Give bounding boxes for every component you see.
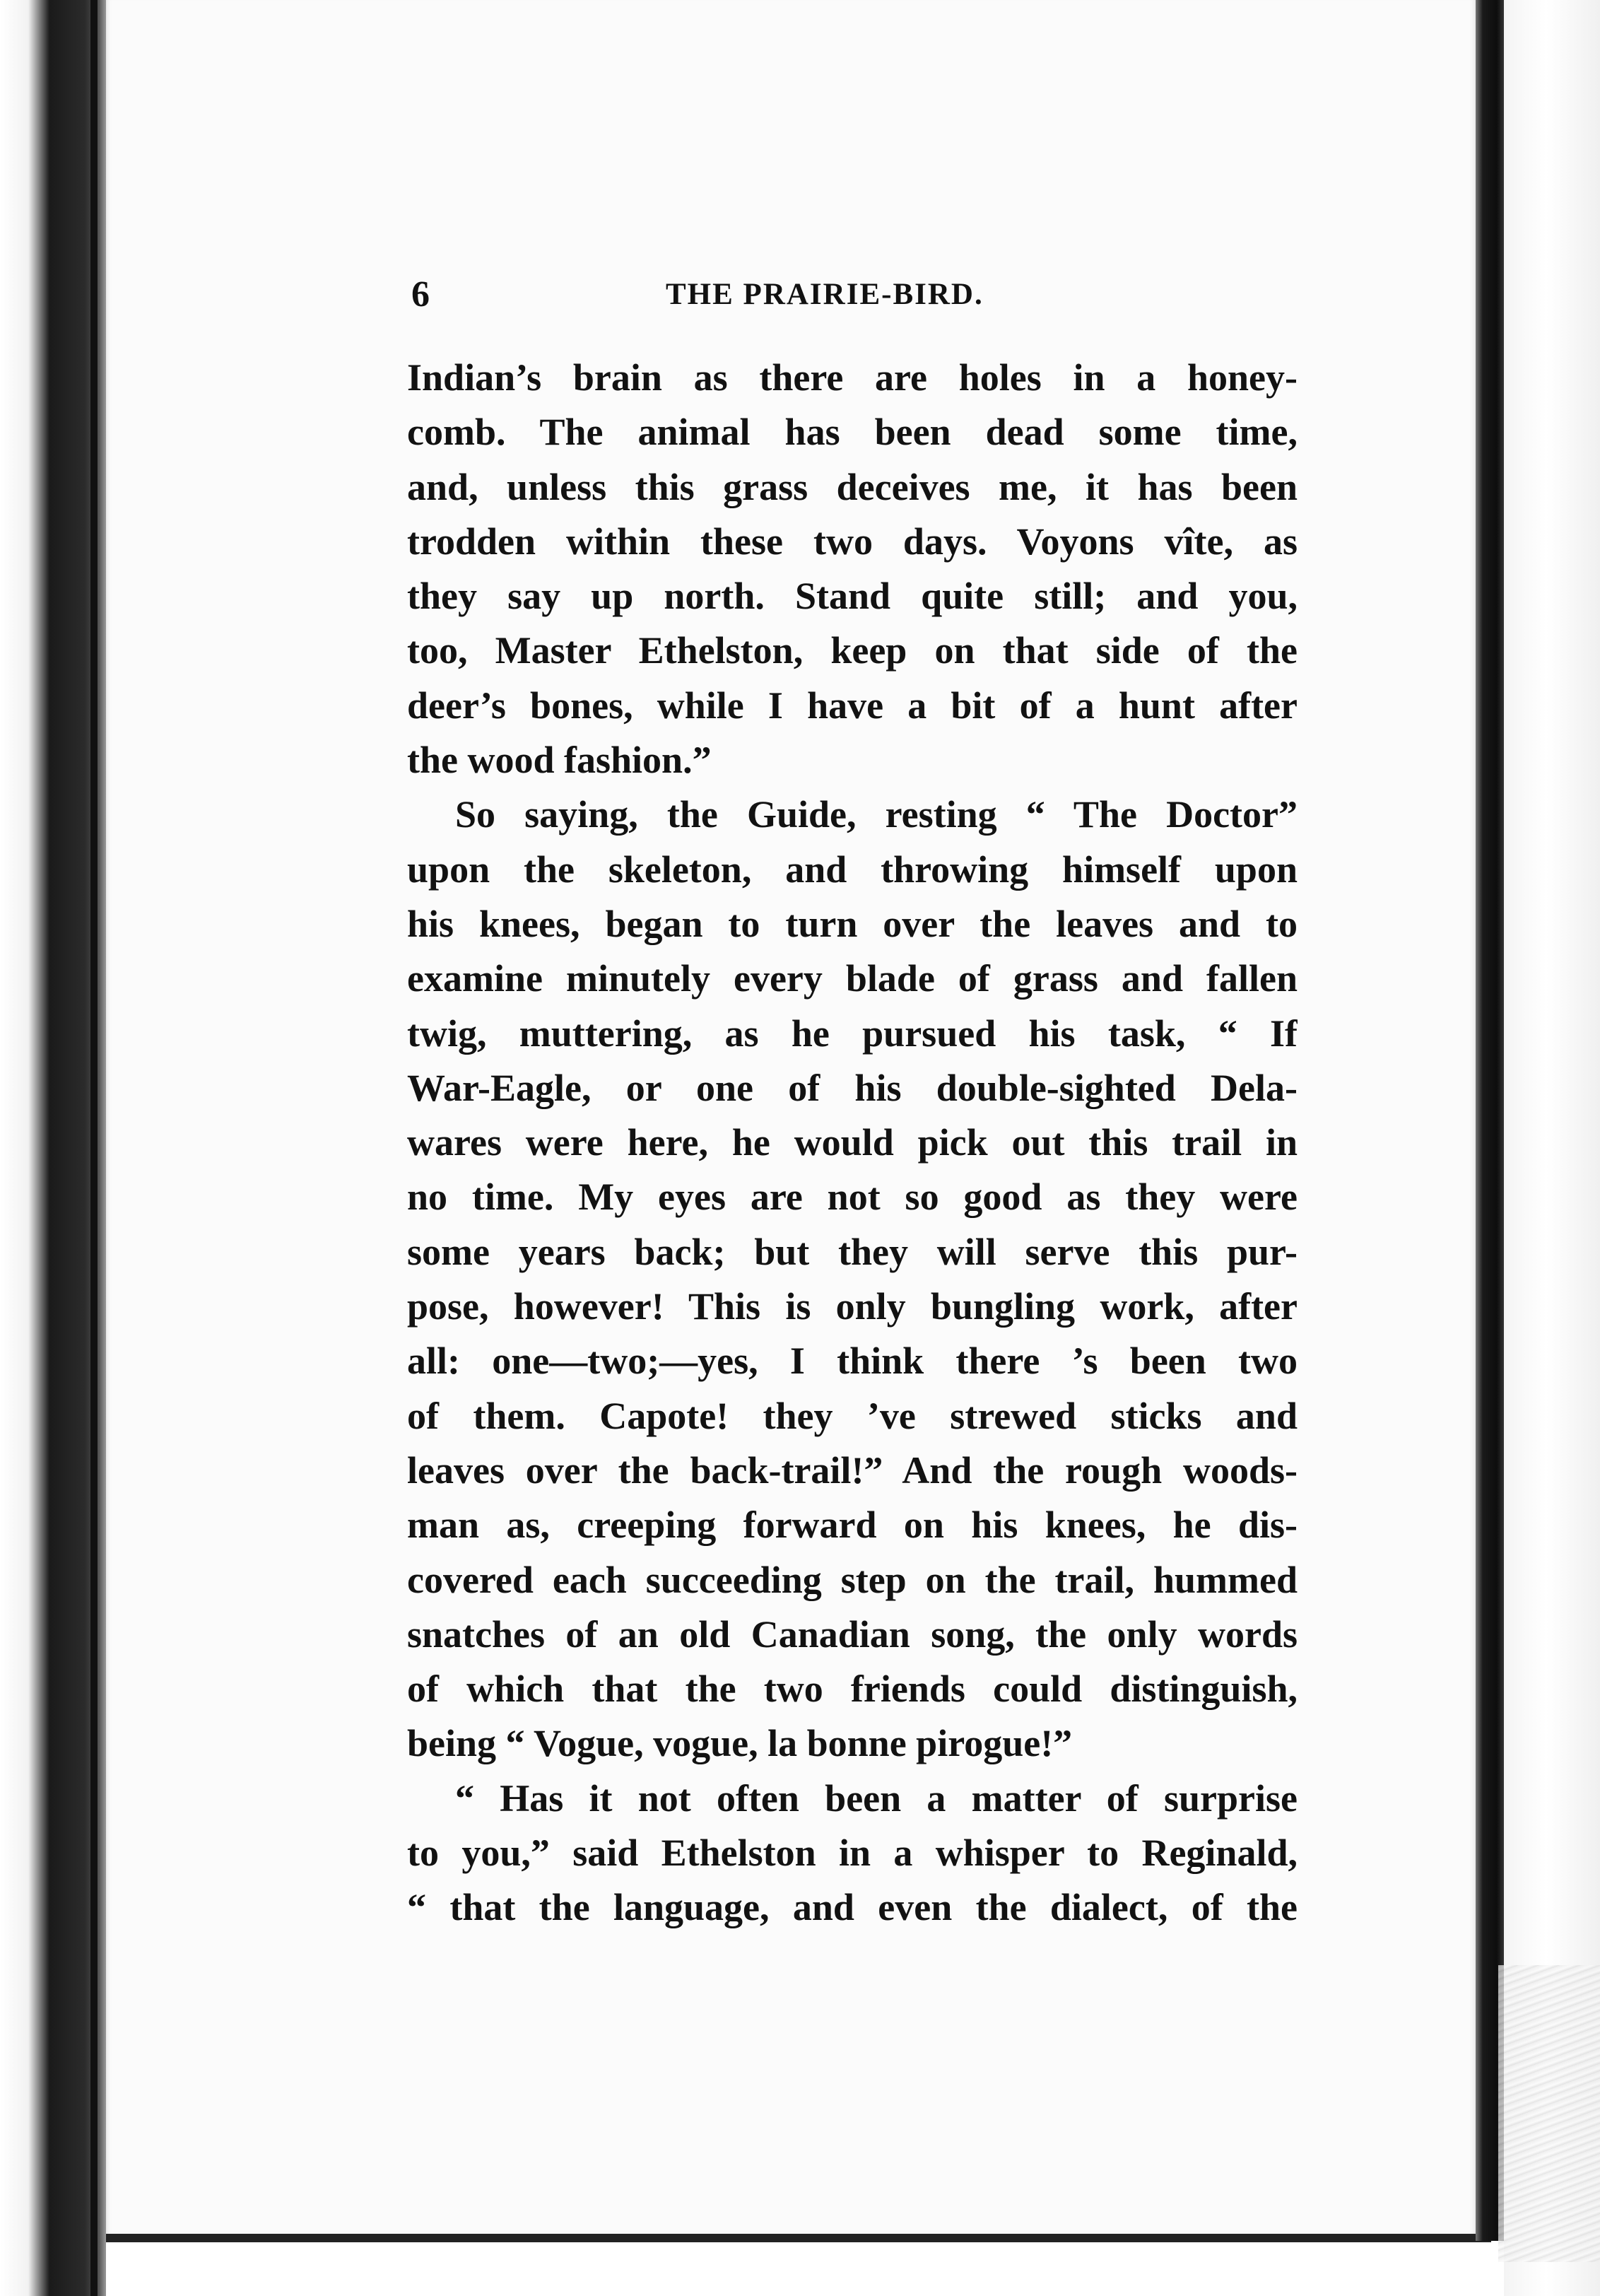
text-line: of which that the two friends could distinguish, [407,1668,1298,1711]
text-line: all: one—two;—yes, I think there ’s been two [407,1340,1298,1383]
page-header [411,270,1295,327]
text-line: Indian’s brain as there are holes in a honey- [407,356,1298,399]
body-text [407,351,1298,1935]
text-line: War-Eagle, or one of his double-sighted Dela- [407,1066,1298,1109]
text-line: deer’s bones, while I have a bit of a hunt after [407,684,1298,727]
text-line: to you,” said Ethelston in a whisper to Reginald, [407,1832,1298,1875]
text-line: covered each succeeding step on the trail, hummed [407,1558,1298,1601]
page-number: 6 [411,274,430,315]
text-line: man as, creeping forward on his knees, he dis- [407,1504,1298,1547]
text-line: and, unless this grass deceives me, it has been [407,465,1298,508]
text-line: some years back; but they will serve this pur- [407,1230,1298,1273]
text-line: trodden within these two days. Voyons vîte, as [407,520,1298,563]
text-line: his knees, began to turn over the leaves and to [407,902,1298,945]
text-line: snatches of an old Canadian song, the only words [407,1612,1298,1656]
binding-shadow-line [90,0,98,2296]
text-line: “ that the language, and even the dialect, of the [407,1886,1298,1929]
text-line: upon the skeleton, and throwing himself upon [407,848,1298,891]
text-line: too, Master Ethelston, keep on that side of the [407,629,1298,672]
text-line: being “ Vogue, vogue, la bonne pirogue!” [407,1722,1073,1765]
text-line: examine minutely every blade of grass and fallen [407,957,1298,1000]
text-line: So saying, the Guide, resting “ The Doctor” [455,793,1298,836]
facing-page-edge [1476,0,1504,2241]
text-line: pose, however! This is only bungling work, after [407,1285,1298,1328]
text-line: wares were here, he would pick out this trail in [407,1121,1298,1164]
text-line: “ Has it not often been a matter of surprise [455,1776,1298,1820]
text-line: twig, muttering, as he pursued his task, “ If [407,1012,1298,1055]
text-line: of them. Capote! they ’ve strewed sticks and [407,1394,1298,1437]
running-head: THE PRAIRIE-BIRD. [666,278,984,311]
text-line: leaves over the back-trail!” And the rough woods- [407,1448,1298,1492]
page-bottom-edge [106,2234,1491,2242]
facing-page-worn-corner [1498,1965,1600,2262]
text-line: they say up north. Stand quite still; and you, [407,575,1298,618]
text-line: comb. The animal has been dead some time, [407,411,1298,454]
facing-page-strip [1504,0,1600,2296]
text-line: no time. My eyes are not so good as they were [407,1176,1298,1219]
text-line: the wood fashion.” [407,739,712,782]
